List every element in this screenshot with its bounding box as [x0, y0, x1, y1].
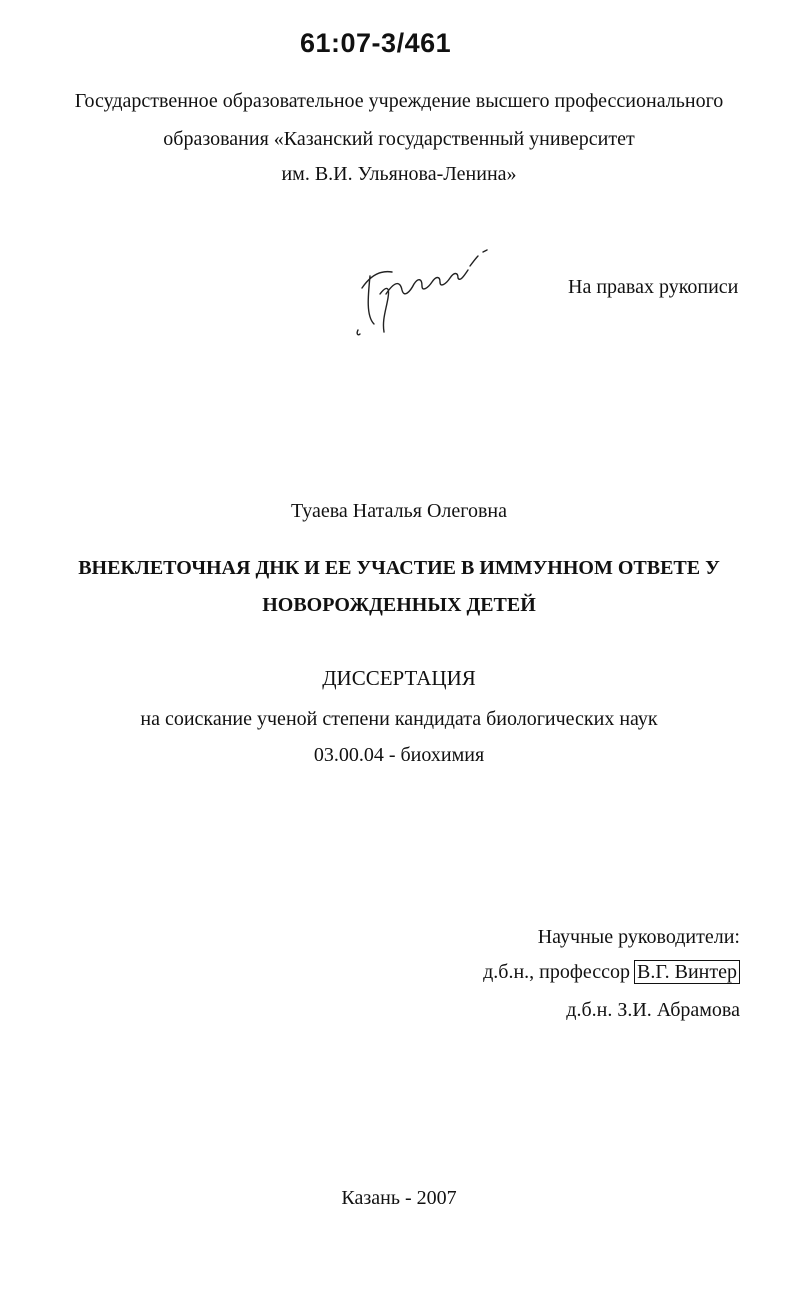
supervisor-1 [483, 961, 740, 984]
degree-line: на соискание ученой степени кандидата биологических наук [140, 708, 658, 730]
institution-line-1: Государственное образовательное учреждение высшего профессионального [74, 90, 724, 112]
author-name: Туаева Наталья Олеговна [291, 500, 507, 522]
supervisor-1-title: д.б.н., профессор [483, 961, 630, 983]
institution-line-3: им. В.И. Ульянова-Ленина» [281, 163, 517, 185]
supervisor-1-name: В.Г. Винтер [634, 960, 740, 984]
dissertation-title-line-2: НОВОРОЖДЕННЫХ ДЕТЕЙ [262, 594, 536, 616]
specialty: 03.00.04 - биохимия [313, 744, 485, 766]
supervisors-heading: Научные руководители: [537, 926, 740, 948]
supervisor-2: д.б.н. З.И. Абрамова [566, 999, 740, 1021]
rights-note: На правах рукописи [568, 276, 739, 298]
document-type: ДИССЕРТАЦИЯ [322, 666, 476, 690]
institution-line-2: образования «Казанский государственный университет [163, 128, 635, 150]
catalog-number: 61:07-3/461 [300, 28, 452, 58]
signature-icon [340, 236, 490, 346]
city-year: Казань - 2007 [341, 1187, 457, 1209]
dissertation-title-line-1: ВНЕКЛЕТОЧНАЯ ДНК И ЕЕ УЧАСТИЕ В ИММУННОМ ОТВЕТЕ У [78, 557, 720, 579]
